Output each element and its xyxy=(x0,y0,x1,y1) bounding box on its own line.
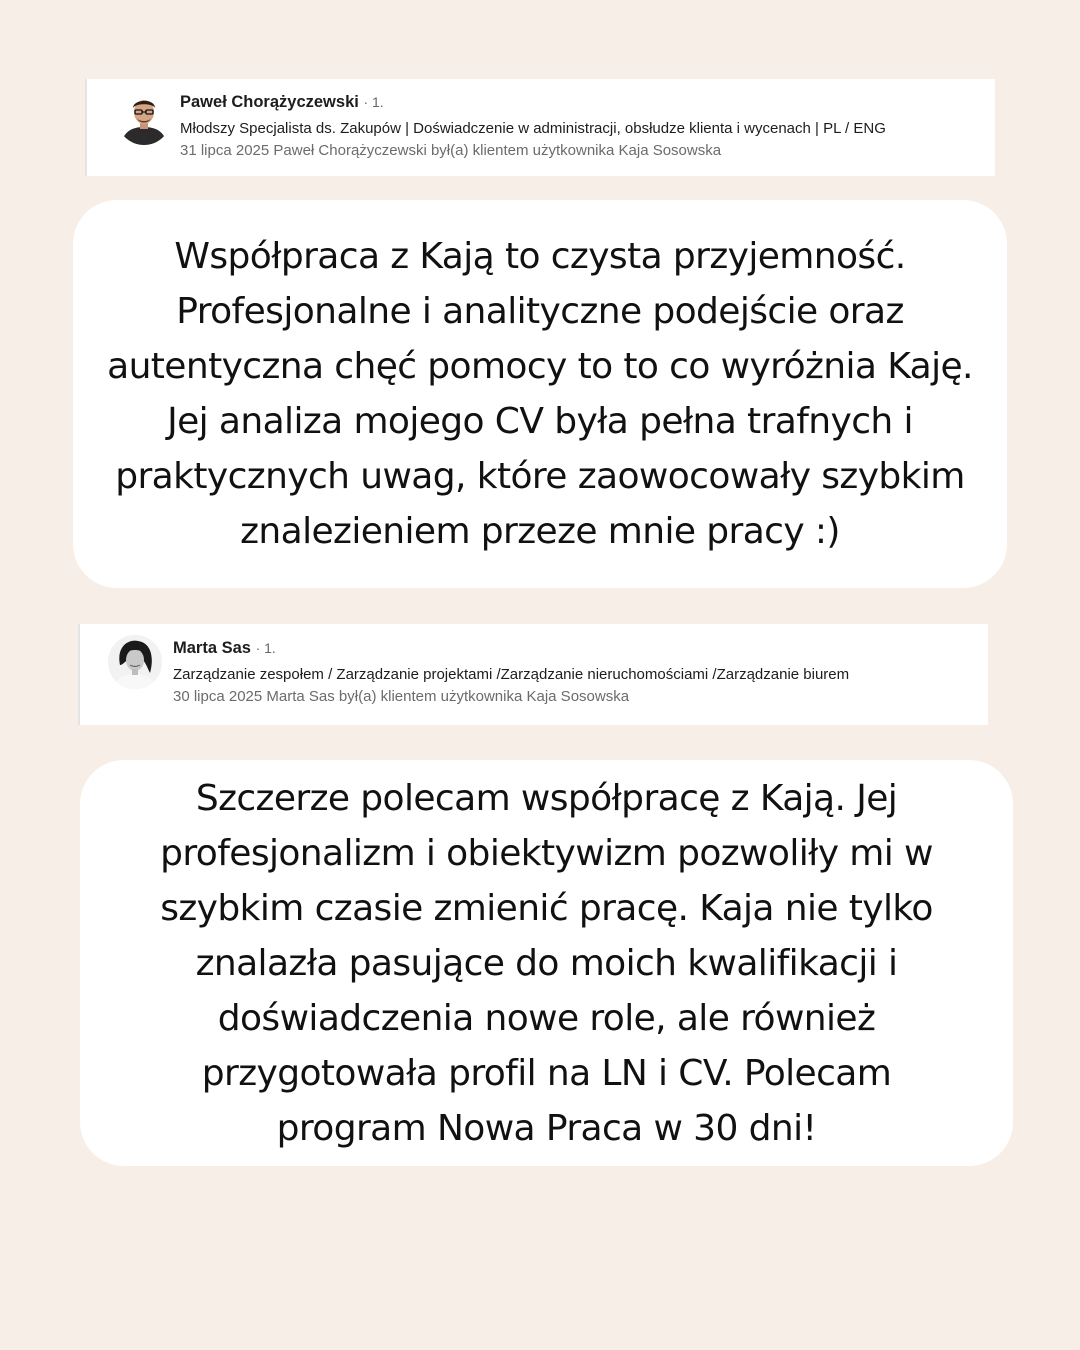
review-date: 30 lipca 2025 Marta Sas był(a) klientem użytkownika Kaja Sosowska xyxy=(173,688,630,705)
reviewer-name[interactable]: Paweł Chorążyczewski xyxy=(180,93,359,111)
connection-degree: · 1. xyxy=(255,640,276,656)
review-meta xyxy=(180,93,886,159)
avatar-photo[interactable] xyxy=(117,91,171,145)
quote-bubble-1 xyxy=(73,200,1007,588)
avatar-photo[interactable] xyxy=(108,635,162,689)
review-date: 31 lipca 2025 Paweł Chorążyczewski był(a) klientem użytkownika Kaja Sosowska xyxy=(180,142,722,159)
review-card-2 xyxy=(78,624,988,725)
reviewer-name-line xyxy=(173,639,849,658)
reviewer-name[interactable]: Marta Sas xyxy=(173,639,251,657)
quote-text: Współpraca z Kają to czysta przyjemność. Profesjonalne i analityczne podejście oraz autentyczna chęć pomocy to to co wyróżnia Kaję. Jej analiza mojego CV była pełna trafnych i praktycznych uwag, które zaowocowały szybkim znalezieniem przeze mnie pracy :) xyxy=(107,236,973,552)
reviewer-headline: Młodszy Specjalista ds. Zakupów | Doświadczenie w administracji, obsłudze klienta i wycenach | PL / ENG xyxy=(180,120,886,137)
reviewer-headline: Zarządzanie zespołem / Zarządzanie projektami /Zarządzanie nieruchomościami /Zarządzanie biurem xyxy=(173,666,850,683)
reviewer-name-line xyxy=(180,93,886,112)
connection-degree: · 1. xyxy=(363,94,384,110)
quote-text: Szczerze polecam współpracę z Kają. Jej profesjonalizm i obiektywizm pozwoliły mi w szybkim czasie zmienić pracę. Kaja nie tylko znalazła pasujące do moich kwalifikacji i doświadczenia nowe role, ale również przygotowała profil na LN i CV. Polecam program Nowa Praca w 30 dni! xyxy=(160,777,933,1149)
review-card-1 xyxy=(85,79,995,176)
review-meta xyxy=(173,639,849,705)
quote-bubble-2 xyxy=(80,760,1013,1166)
